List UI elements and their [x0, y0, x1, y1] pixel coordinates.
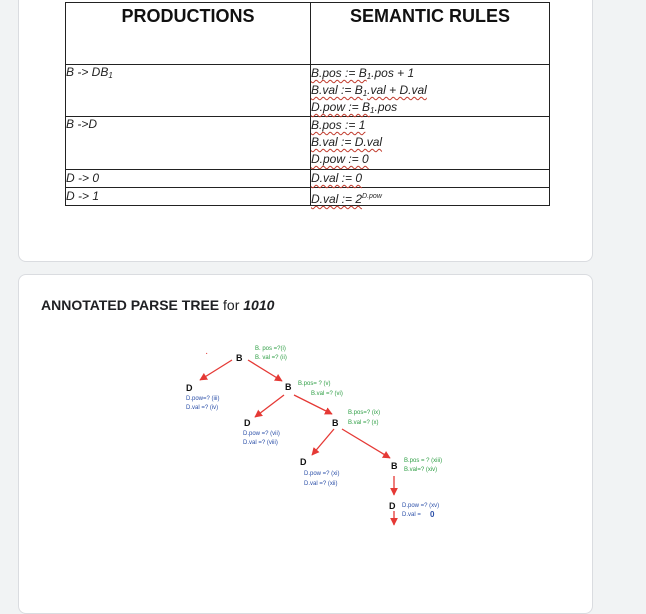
edge-arrow: [255, 395, 284, 417]
edge-arrow: [248, 360, 282, 381]
production-subscript: 1: [108, 71, 113, 80]
annotation-d4-zero: 0: [430, 510, 435, 519]
tree-title-value: 1010: [243, 297, 275, 313]
annotation-root-pos: B. pos =?(i): [255, 346, 286, 352]
production-cell: B ->D: [66, 117, 311, 170]
annotation-b3-val: B.val =? (x): [348, 420, 379, 426]
tree-node-d4: D: [389, 501, 396, 511]
edge-arrow: [200, 360, 232, 380]
tree-title-prefix: ANNOTATED PARSE TREE: [41, 297, 220, 313]
annotation-root-val: B. val =? (ii): [255, 355, 287, 361]
annotation-b4-val: B.val=? (xiv): [404, 467, 438, 473]
tree-node-b3: B: [332, 418, 339, 428]
edge-arrow: [312, 429, 334, 455]
annotation-b2-pos: B.pos= ? (v): [298, 381, 331, 387]
rule-text-tail: .pos + 1: [371, 66, 415, 80]
tree-title-for: for: [219, 297, 244, 313]
annotation-d4-val: D.val =: [402, 512, 421, 518]
production-cell: D -> 0: [66, 170, 311, 188]
rule-text: B.val := B: [311, 83, 363, 97]
edge-arrow: [342, 429, 390, 458]
annotation-b3-pos: B.pos=? (ix): [348, 410, 381, 416]
stray-dot: ·: [205, 348, 209, 359]
tree-node-b4: B: [391, 461, 398, 471]
production-text: B -> DB: [66, 65, 109, 79]
tree-node-b-root: B: [236, 353, 243, 363]
annotation-d2-pow: D.pow =? (vii): [243, 431, 280, 437]
annotation-d4-pow: D.pow =? (xv): [402, 503, 440, 509]
superscript: D.pow: [362, 193, 382, 200]
annotation-d1-pow: D.pow=? (iii): [186, 396, 220, 402]
rule-text: B.pos := B: [311, 66, 367, 80]
productions-header: PRODUCTIONS: [66, 3, 311, 65]
subscript: 1: [362, 89, 368, 98]
rule-line: B.val := D.val: [311, 135, 383, 149]
rule-text-tail: .val + D.val: [367, 83, 427, 97]
tree-node-d1: D: [186, 383, 193, 393]
rule-line: D.val := 0: [311, 171, 363, 185]
tree-node-d3: D: [300, 457, 307, 467]
rule-text-tail: .pos: [374, 100, 398, 114]
annotation-d2-val: D.val =? (viii): [243, 440, 278, 446]
semantic-rules-header: SEMANTIC RULES: [311, 3, 550, 65]
tree-node-b2: B: [285, 382, 292, 392]
annotation-b4-pos: B.pos = ? (xiii): [404, 458, 443, 464]
annotation-d3-pow: D.pow =? (xi): [304, 471, 340, 477]
annotation-d3-val: D.val =? (xii): [304, 481, 338, 487]
annotation-d1-val: D.val =? (iv): [186, 405, 219, 411]
rule-text: D.pow := B: [311, 100, 371, 114]
production-cell: D -> 1: [66, 188, 311, 206]
rule-text: D.val := 2: [311, 192, 363, 206]
tree-edges: [200, 360, 394, 525]
rule-line: D.pow := 0: [311, 152, 369, 166]
rule-line: B.pos := 1: [311, 118, 366, 132]
edge-arrow: [294, 395, 332, 414]
subscript: 1: [366, 72, 372, 81]
tree-node-d2: D: [244, 418, 251, 428]
subscript: 1: [370, 106, 375, 115]
annotation-b2-val: B.val =? (vi): [311, 391, 343, 397]
